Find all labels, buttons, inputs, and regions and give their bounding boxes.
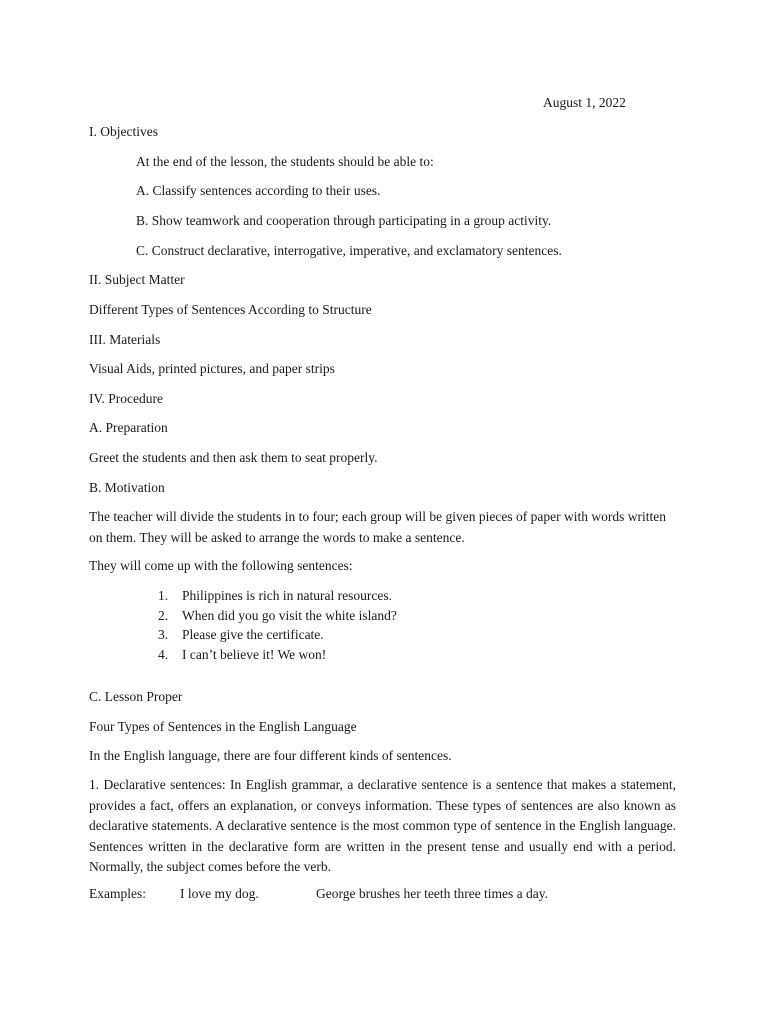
list-number: 4. xyxy=(158,646,169,662)
lesson-proper-heading: C. Lesson Proper xyxy=(89,689,183,704)
objectives-heading: I. Objectives xyxy=(89,124,158,139)
lesson-proper-subheading: Four Types of Sentences in the English Language xyxy=(89,719,357,734)
example-sentence: I love my dog. xyxy=(180,886,259,901)
motivation-lead: They will come up with the following sentences: xyxy=(89,558,353,573)
list-text: I can’t believe it! We won! xyxy=(182,646,327,662)
objectives-intro: At the end of the lesson, the students should be able to: xyxy=(136,154,434,169)
subject-matter-heading: II. Subject Matter xyxy=(89,272,185,287)
list-text: When did you go visit the white island? xyxy=(182,607,397,623)
materials-text: Visual Aids, printed pictures, and paper strips xyxy=(89,361,335,376)
declarative-paragraph: 1. Declarative sentences: In English grammar, a declarative sentence is a sentence that makes a statement, provides a fact, offers an explanation, or conveys information. These types of sentences are also known as declarative statements. A declarative sentence is the most common type of sentence in the English language. Sentences written in the declarative form are written in the present tense and usually end with a period. Normally, the subject comes before the verb. xyxy=(89,777,676,874)
list-item xyxy=(158,586,397,606)
motivation-heading: B. Motivation xyxy=(89,480,165,495)
list-text: Philippines is rich in natural resources. xyxy=(182,588,392,603)
list-number: 1. xyxy=(158,588,169,603)
materials-heading: III. Materials xyxy=(89,332,161,347)
objective-item: A. Classify sentences according to their uses. xyxy=(136,183,381,198)
list-item xyxy=(158,625,397,645)
document-date: August 1, 2022 xyxy=(543,95,626,110)
lesson-proper-intro: In the English language, there are four different kinds of sentences. xyxy=(89,748,452,763)
motivation-text: The teacher will divide the students in to four; each group will be given pieces of paper with words written on them. They will be asked to arrange the words to make a sentence. xyxy=(89,509,666,545)
list-number: 2. xyxy=(158,607,169,623)
preparation-heading: A. Preparation xyxy=(89,420,168,435)
procedure-heading: IV. Procedure xyxy=(89,391,163,406)
subject-matter-text: Different Types of Sentences According to Structure xyxy=(89,302,372,317)
objective-item: B. Show teamwork and cooperation through participating in a group activity. xyxy=(136,213,552,228)
sentence-list xyxy=(158,586,397,664)
examples-label: Examples: xyxy=(89,886,146,901)
example-sentence: George brushes her teeth three times a day. xyxy=(316,886,549,901)
preparation-text: Greet the students and then ask them to seat properly. xyxy=(89,450,378,465)
list-text: Please give the certificate. xyxy=(182,627,324,642)
list-item xyxy=(158,645,397,665)
list-number: 3. xyxy=(158,627,169,642)
objective-item: C. Construct declarative, interrogative, imperative, and exclamatory sentences. xyxy=(136,243,562,258)
list-item xyxy=(158,606,397,626)
